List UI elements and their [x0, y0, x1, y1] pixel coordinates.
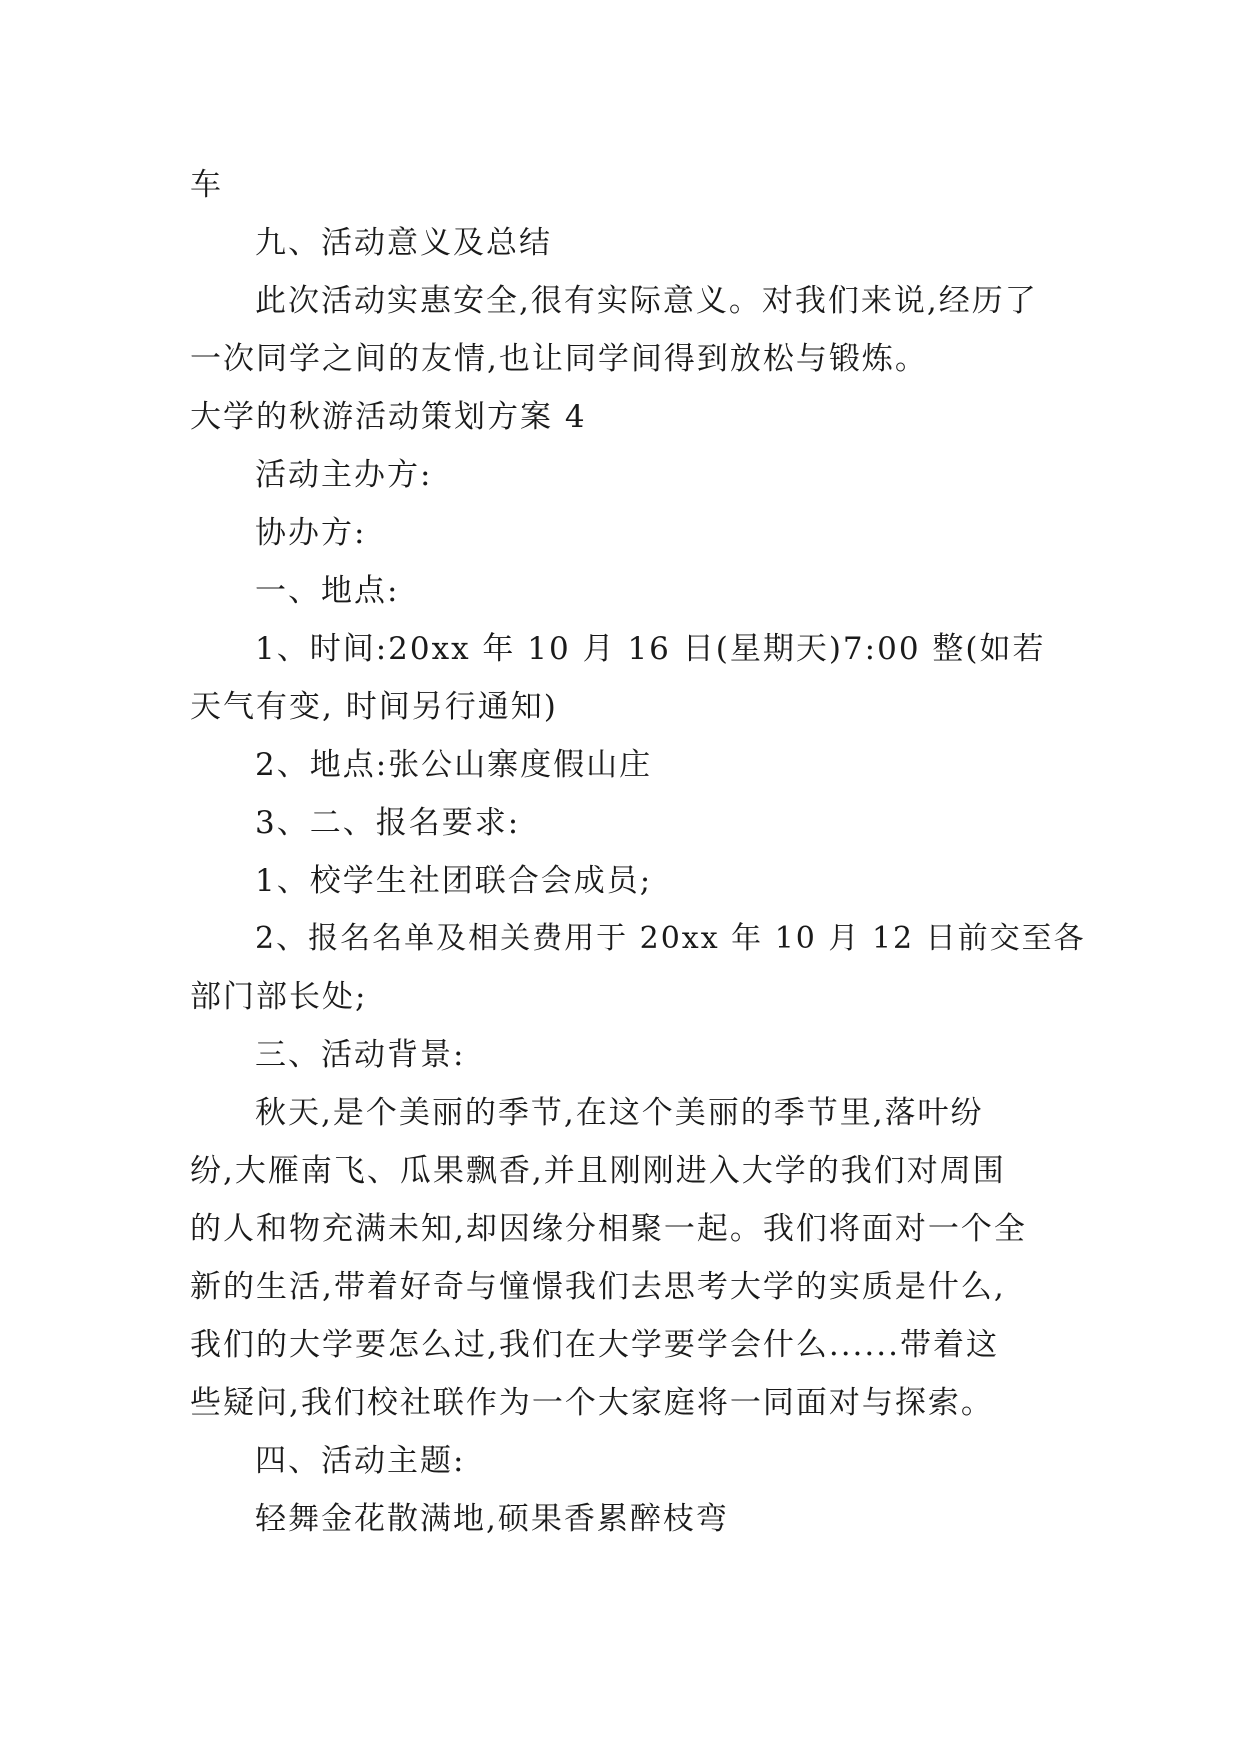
document-title: 大学的秋游活动策划方案 4	[190, 399, 587, 435]
paragraph-line: 部门部长处;	[190, 979, 368, 1015]
section-heading: 四、活动主题:	[255, 1443, 466, 1479]
paragraph-line: 些疑问,我们校社联作为一个大家庭将一同面对与探索。	[190, 1385, 994, 1421]
paragraph-line: 新的生活,带着好奇与憧憬我们去思考大学的实质是什么,	[190, 1269, 1006, 1305]
paragraph-line: 的人和物充满未知,却因缘分相聚一起。我们将面对一个全	[190, 1211, 1027, 1247]
paragraph-line: 1、时间:20xx 年 10 月 16 日(星期天)7:00 整(如若	[255, 631, 1046, 667]
paragraph-line: 我们的大学要怎么过,我们在大学要学会什么......带着这	[190, 1327, 999, 1363]
text-line: 1、校学生社团联合会成员;	[255, 863, 653, 899]
section-heading: 九、活动意义及总结	[255, 225, 552, 261]
text-line: 轻舞金花散满地,硕果香累醉枝弯	[255, 1501, 729, 1537]
text-line: 活动主办方:	[255, 457, 433, 493]
text-line: 车	[190, 167, 223, 203]
paragraph-line: 此次活动实惠安全,很有实际意义。对我们来说,经历了	[255, 283, 1038, 319]
text-line: 协办方:	[255, 515, 367, 551]
section-heading: 一、地点:	[255, 573, 400, 609]
paragraph-line: 天气有变, 时间另行通知)	[190, 689, 558, 725]
section-heading: 3、二、报名要求:	[255, 805, 521, 841]
paragraph-line: 纷,大雁南飞、瓜果飘香,并且刚刚进入大学的我们对周围	[190, 1153, 1006, 1189]
paragraph-line: 一次同学之间的友情,也让同学间得到放松与锻炼。	[190, 341, 928, 377]
paragraph-line: 2、报名名单及相关费用于 20xx 年 10 月 12 日前交至各	[255, 921, 1086, 956]
text-line: 2、地点:张公山寨度假山庄	[255, 747, 653, 783]
section-heading: 三、活动背景:	[255, 1037, 466, 1073]
paragraph-line: 秋天,是个美丽的季节,在这个美丽的季节里,落叶纷	[255, 1095, 984, 1131]
